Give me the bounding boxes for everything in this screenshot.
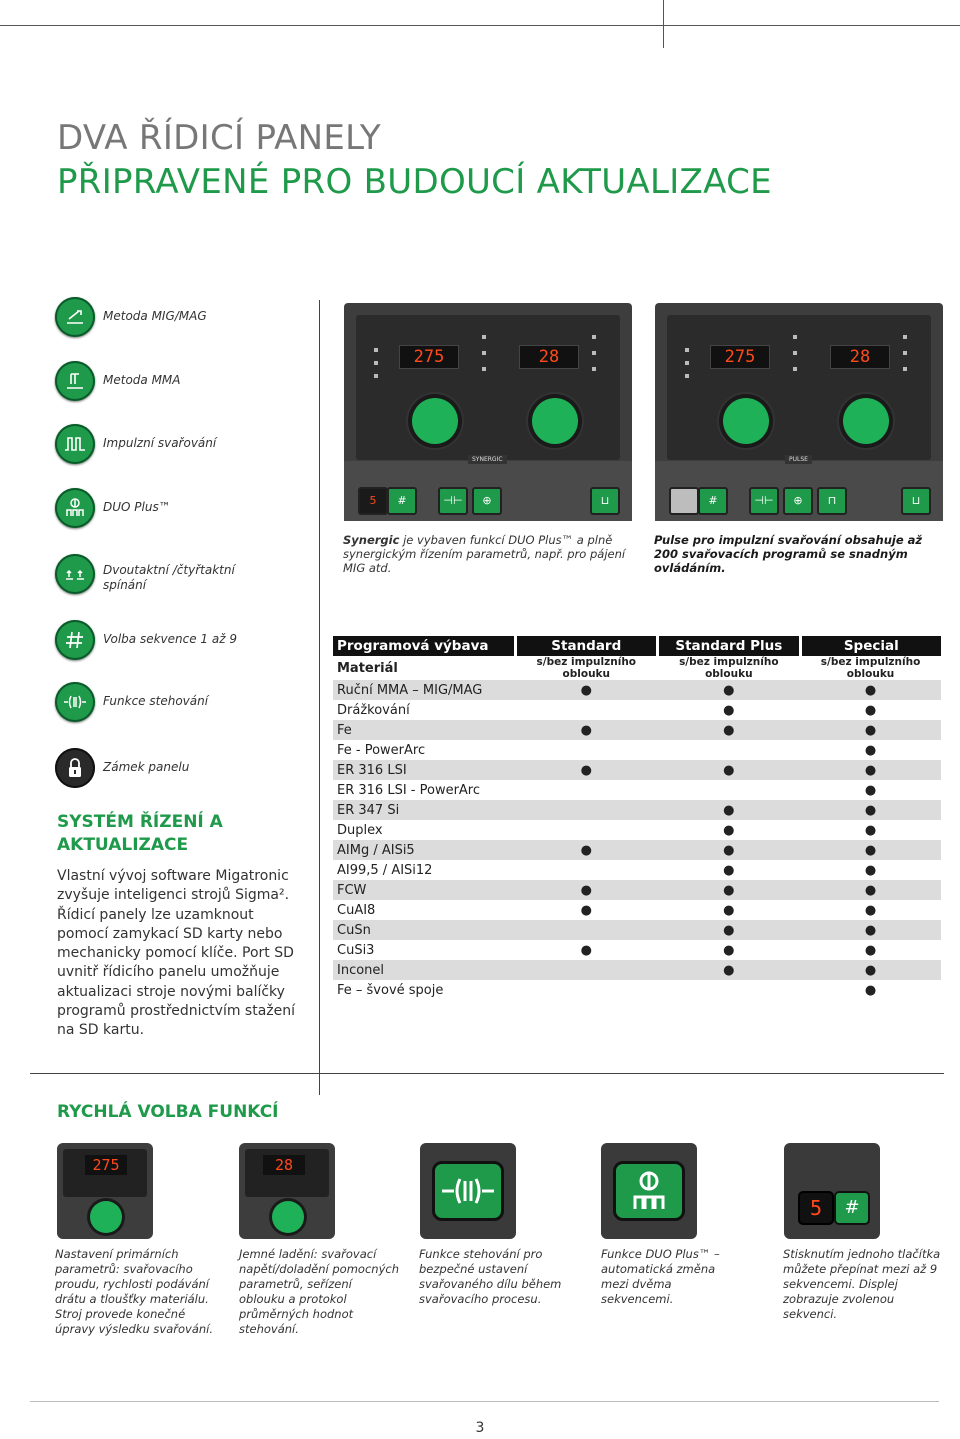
availability-empty [515,920,658,940]
mig-mag-icon [55,297,95,337]
display-right: 28 [519,345,579,369]
tile-fine-tuning [239,1143,335,1239]
availability-dot: ● [800,800,941,820]
material-name: Drážkování [337,702,410,718]
material-label: Materiál [337,660,398,676]
table-header-cell: Special [800,636,941,656]
pulse-icon [55,424,95,464]
table-row [333,780,941,800]
feature-tack [55,682,305,726]
availability-dot: ● [864,782,877,798]
synergic-caption-bold: Synergic [343,533,400,547]
availability-dot: ● [658,760,801,780]
availability-empty [515,980,658,1000]
indicator-led [685,348,689,352]
material-name: FCW [333,880,515,900]
table-row [333,900,941,920]
feature-duo-plus [55,488,305,532]
material-name: Duplex [337,822,383,838]
availability-empty [515,820,658,840]
availability-dot: ● [515,680,658,700]
page-title-line1: DVA ŘÍDICÍ PANELY [57,118,381,158]
feature-label: Impulzní svařování [103,436,217,450]
material-sub-cell: s/bez impulzního oblouku [820,656,921,680]
feature-pulse [55,424,305,468]
duo-plus-button[interactable] [613,1161,685,1221]
availability-dot: ● [658,840,801,860]
availability-empty [515,960,658,980]
availability-dot: ● [800,680,941,700]
table-header-cell: Programová výbava [333,636,515,656]
availability-empty [515,860,658,880]
availability-dot: ● [800,880,941,900]
table-row-material [333,656,941,680]
availability-dot: ● [658,800,801,820]
feature-label: Funkce stehování [103,694,209,708]
material-name: ER 347 Si [333,800,515,820]
table-row [333,680,941,700]
tile-duo-plus [601,1143,697,1239]
availability-dot: ● [723,862,735,878]
quick-caption-1: Nastavení primárních parametrů: svařovacího proudu, rychlosti podávání drátu a tloušťky materiálu. Stroj provede konečné úpravy výsledku svařování. [55,1247,214,1336]
material-name: CuSi3 [337,942,375,958]
quick-heading: RYCHLÁ VOLBA FUNKCÍ [57,1102,279,1122]
duo-plus-icon [613,1161,685,1221]
indicator-led [374,361,378,365]
quick-caption-3: Funkce stehování pro bezpečné ustavení svařovaného dílu během svařovacího procesu. [419,1247,562,1306]
table-row [333,720,941,740]
material-name: Fe – švové spoje [337,982,444,998]
top-tick [663,0,664,48]
availability-dot: ● [515,880,658,900]
availability-dot: ● [864,982,877,998]
availability-dot: ● [864,902,877,918]
footer-rule [30,1401,939,1402]
page-title-line2: PŘIPRAVENÉ PRO BUDOUCÍ AKTUALIZACE [57,162,772,202]
system-heading-line1: SYSTÉM ŘÍZENÍ A [57,812,223,832]
sequence-button[interactable]: # [387,487,417,515]
material-sub-cell: s/bez impulzního oblouku [679,656,779,680]
material-name: CuSn [333,920,515,940]
availability-empty [658,980,801,1000]
availability-dot: ● [800,720,941,740]
right-knob[interactable] [843,398,889,444]
availability-dot: ● [723,902,735,918]
availability-dot: ● [515,720,658,740]
tile-tack [420,1143,516,1239]
indicator-led [903,351,907,355]
system-heading-line2: AKTUALIZACE [57,835,189,855]
tile-knob[interactable] [90,1201,122,1233]
availability-dot: ● [515,760,658,780]
material-name: AIMg / AISi5 [333,840,515,860]
tile-display: 275 [85,1155,127,1175]
synergic-panel [344,303,632,521]
availability-empty [515,700,658,720]
indicator-led [592,351,596,355]
indicator-led [685,361,689,365]
lock-icon [55,748,95,788]
table-row [333,840,941,860]
system-heading [57,811,223,857]
panel-face [667,315,931,460]
panel-tag: SYNERGIC [468,455,507,464]
availability-dot: ● [800,840,941,860]
material-name: Fe - PowerArc [337,742,426,758]
synergic-caption-rest: je vybaven funkcí DUO Plus™ a plně synergickým řízením parametrů, např. pro pájení MIG atd. [343,533,626,575]
feature-mig-mag [55,297,305,341]
material-sub-cell: s/bez impulzního oblouku [536,656,637,680]
program-table [333,636,941,1000]
indicator-led [903,367,907,371]
availability-dot: ● [723,822,735,838]
left-knob[interactable] [412,398,458,444]
panel-tag: PULSE [785,455,812,464]
quick-caption-5: Stisknutím jednoho tlačítka můžete přepínat mezi až 9 sekvencemi. Displej zobrazuje zvolenou sekvenci. [783,1247,941,1321]
sequence-icon [55,620,95,660]
indicator-led [482,335,486,339]
table-row [333,920,941,940]
feature-sequence [55,620,305,664]
availability-dot: ● [864,942,877,958]
quick-caption-4: Funkce DUO Plus™ – automatická změna mezi dvěma sekvencemi. [601,1247,720,1306]
availability-dot: ● [864,742,877,758]
feature-lock [55,748,305,792]
material-name: ER 316 LSI - PowerArc [337,782,481,798]
display-right: 28 [830,345,890,369]
table-row [333,760,941,780]
indicator-led [903,335,907,339]
duo-plus-button[interactable]: ⊕ [472,487,502,515]
tack-button[interactable]: ⊣⊢ [438,487,468,515]
material-name: Fe [333,720,515,740]
table-row [333,820,941,840]
feature-two-four-stroke [55,554,305,598]
left-knob[interactable] [723,398,769,444]
material-name: Ruční MMA – MIG/MAG [333,680,515,700]
tile-primary-parameters [57,1143,153,1239]
table-row [333,980,941,1000]
material-name: Inconel [333,960,515,980]
availability-dot: ● [658,720,801,740]
mma-icon [55,361,95,401]
feature-label: Dvoutaktní /čtyřtaktní spínání [103,563,235,592]
table-row [333,740,941,760]
availability-empty [515,740,658,760]
indicator-led [685,374,689,378]
tack-icon [432,1161,504,1221]
indicator-led [374,348,378,352]
top-rule [0,25,960,26]
duo-plus-button[interactable]: ⊕ [783,487,813,515]
tack-icon [55,682,95,722]
indicator-led [592,335,596,339]
material-name: AI99,5 / AISi12 [337,862,433,878]
tack-button[interactable]: ⊣⊢ [749,487,779,515]
display-left: 275 [710,345,770,369]
page-number: 3 [475,1420,485,1436]
material-name: ER 316 LSI [333,760,515,780]
tile-knob[interactable] [272,1201,304,1233]
feature-label: DUO Plus™ [103,500,171,514]
table-row [333,800,941,820]
table-header-cell: Standard [515,636,658,656]
feature-label: Metoda MMA [103,373,181,387]
sequence-display-button[interactable]: 5 [358,487,388,515]
availability-dot: ● [580,942,592,958]
indicator-led [793,367,797,371]
table-row [333,860,941,880]
indicator-led [482,351,486,355]
availability-dot: ● [658,680,801,700]
table-header-row [333,636,941,656]
availability-dot: ● [658,880,801,900]
indicator-led [793,351,797,355]
panel-face [356,315,620,460]
stroke-button[interactable]: ⊔ [901,487,931,515]
availability-dot: ● [800,760,941,780]
table-row [333,940,941,960]
availability-empty [515,800,658,820]
availability-dot: ● [800,920,941,940]
availability-dot: ● [800,960,941,980]
availability-dot: ● [864,702,877,718]
tack-button[interactable] [432,1161,504,1221]
feature-label: Volba sekvence 1 až 9 [103,632,237,646]
right-knob[interactable] [532,398,578,444]
availability-dot: ● [864,822,877,838]
sequence-button[interactable]: # [834,1191,870,1225]
duo-plus-icon [55,488,95,528]
section-divider [30,1073,944,1074]
availability-empty [515,780,658,800]
indicator-led [374,374,378,378]
synergic-caption [343,533,633,575]
sequence-button[interactable]: # [698,487,728,515]
material-name: CuAI8 [337,902,376,918]
availability-dot: ● [658,960,801,980]
quick-caption-2: Jemné ladění: svařovací napětí/doladění pomocných parametrů, seřízení oblouku a protokol průměrných hodnot stehování. [239,1247,399,1336]
availability-empty [658,740,801,760]
table-row [333,700,941,720]
availability-dot: ● [580,902,592,918]
feature-label: Metoda MIG/MAG [103,309,207,323]
pulse-caption: Pulse pro impulzní svařování obsahuje až 200 svařovacích programů se snadným ovládáním. [654,533,923,575]
availability-dot: ● [515,840,658,860]
tile-display: 28 [263,1155,305,1175]
availability-empty [658,780,801,800]
column-divider [319,300,320,1095]
feature-mma [55,361,305,405]
pulse-button[interactable]: ⊓ [817,487,847,515]
table-row [333,880,941,900]
indicator-led [482,367,486,371]
pulse-panel [655,303,943,521]
display-left: 275 [399,345,459,369]
table-header-cell: Standard Plus [658,636,801,656]
indicator-led [592,367,596,371]
sequence-display: 5 [798,1191,834,1225]
availability-dot: ● [864,862,877,878]
blank-button[interactable] [669,487,699,515]
stroke-button[interactable]: ⊔ [590,487,620,515]
availability-dot: ● [658,920,801,940]
availability-dot: ● [723,942,735,958]
availability-dot: ● [723,702,735,718]
indicator-led [793,335,797,339]
two-four-stroke-icon [55,554,95,594]
feature-label: Zámek panelu [103,760,190,774]
tile-sequence [784,1143,880,1239]
system-text: Vlastní vývoj software Migatronic zvyšuje inteligenci strojů Sigma². Řídicí panely lze uzamknout pomocí zamykací SD karty nebo mechanicky pomocí klíče. Port SD uvnitř řídicího panelu umožňuje aktualizaci stroje novými balíčky programů prostřednictvím stažení na SD kartu. [57,868,296,1039]
table-row [333,960,941,980]
